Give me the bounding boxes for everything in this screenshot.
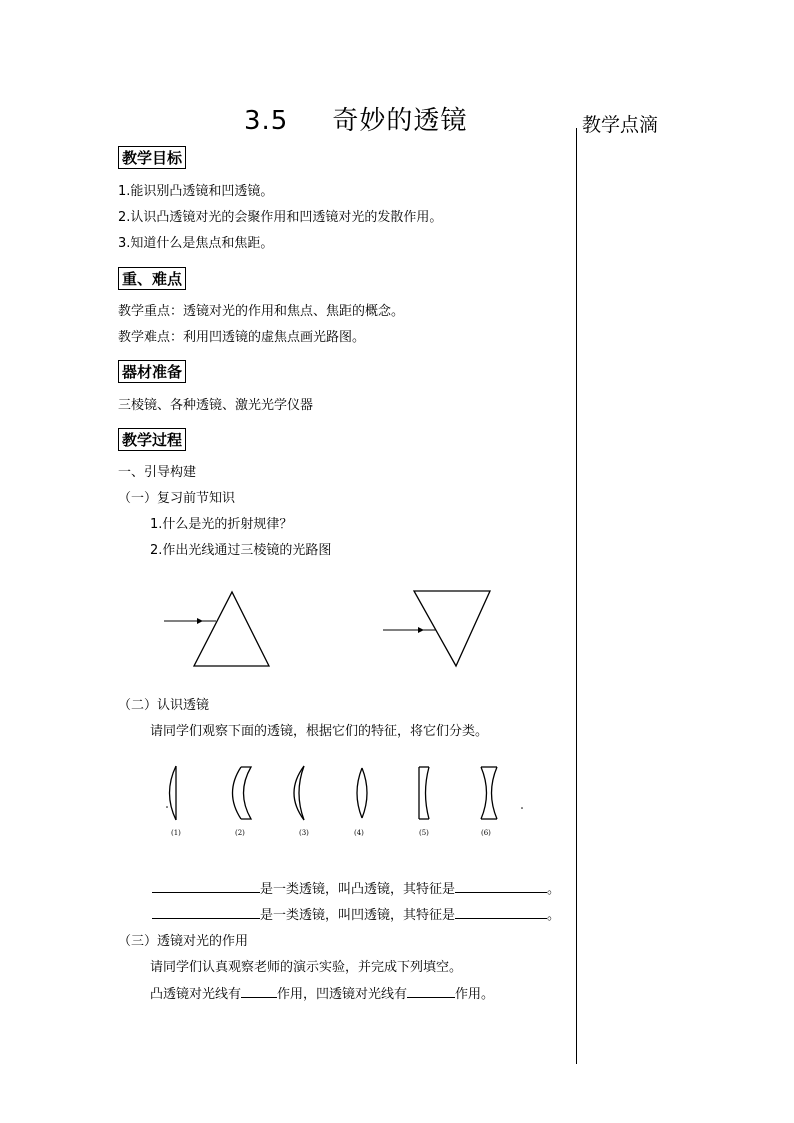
dot-mark-right	[521, 807, 523, 809]
lens-label-3: (3)	[299, 829, 309, 837]
lens-label-1: (1)	[171, 829, 181, 837]
lens-6-biconcave	[481, 767, 497, 819]
keypoints-heading: 重、难点	[118, 267, 186, 290]
fill-text-b: 作用，凹透镜对光线有	[277, 987, 408, 1002]
lens-2-meniscus	[233, 767, 252, 819]
sec1-title: （一）复习前节知识	[118, 491, 236, 506]
concave-classification-line	[152, 906, 560, 925]
sec2-title: （二）认识透镜	[118, 698, 210, 713]
objective-item-2: 2.认识凸透镜对光的会聚作用和凹透镜对光的发散作用。	[118, 210, 443, 225]
part1-title: 一、引导构建	[118, 465, 197, 480]
concave-line-text: 是一类透镜，叫凹透镜，其特征是	[260, 908, 456, 923]
sec1-question-1: 1.什么是光的折射规律？	[150, 517, 293, 532]
convex-classification-line	[152, 880, 560, 899]
concave-lens-numbers-blank[interactable]	[152, 906, 260, 919]
section-number: 3.5	[244, 106, 289, 136]
lens-label-5: (5)	[419, 829, 429, 837]
sec2-instruction: 请同学们观察下面的透镜，根据它们的特征，将它们分类。	[150, 724, 489, 739]
sec1-question-2: 2.作出光线通过三棱镜的光路图	[150, 543, 332, 558]
difficult-point-text: 教学难点：利用凹透镜的虚焦点画光路图。	[118, 330, 366, 345]
period-1: 。	[547, 882, 561, 897]
sec3-instruction: 请同学们认真观察老师的演示实验，并完成下列填空。	[150, 960, 463, 975]
lens-label-6: (6)	[481, 829, 491, 837]
key-point-text: 教学重点：透镜对光的作用和焦点、焦距的概念。	[118, 304, 405, 319]
fill-text-a: 凸透镜对光线有	[150, 987, 242, 1002]
lens-4-biconvex	[357, 768, 367, 818]
objective-item-1: 1.能识别凸透镜和凹透镜。	[118, 184, 274, 199]
sidebar-title: 教学点滴	[582, 114, 659, 136]
sec3-title: （三）透镜对光的作用	[118, 934, 249, 949]
lens-5-plano-concave	[419, 767, 429, 819]
materials-heading: 器材准备	[118, 360, 186, 383]
convex-effect-blank[interactable]	[241, 985, 277, 998]
objective-item-3: 3.知道什么是焦点和焦距。	[118, 236, 274, 251]
convex-lens-numbers-blank[interactable]	[152, 880, 260, 893]
objectives-heading: 教学目标	[118, 146, 186, 169]
process-heading: 教学过程	[118, 428, 186, 451]
lens-label-4: (4)	[354, 829, 364, 837]
lens-1-plano-convex	[170, 766, 177, 820]
concave-effect-blank[interactable]	[407, 985, 455, 998]
convex-line-text: 是一类透镜，叫凸透镜，其特征是	[260, 882, 456, 897]
dot-mark-left	[166, 806, 168, 808]
lesson-name: 奇妙的透镜	[332, 106, 468, 136]
convex-feature-blank[interactable]	[455, 880, 547, 893]
materials-text: 三棱镜、各种透镜、激光光学仪器	[118, 398, 314, 413]
fill-text-c: 作用。	[455, 987, 495, 1002]
concave-feature-blank[interactable]	[455, 906, 547, 919]
period-2: 。	[547, 908, 561, 923]
lens-label-2: (2)	[235, 829, 245, 837]
lens-effect-fill-line	[150, 985, 494, 1004]
lens-3-crescent	[294, 766, 304, 820]
